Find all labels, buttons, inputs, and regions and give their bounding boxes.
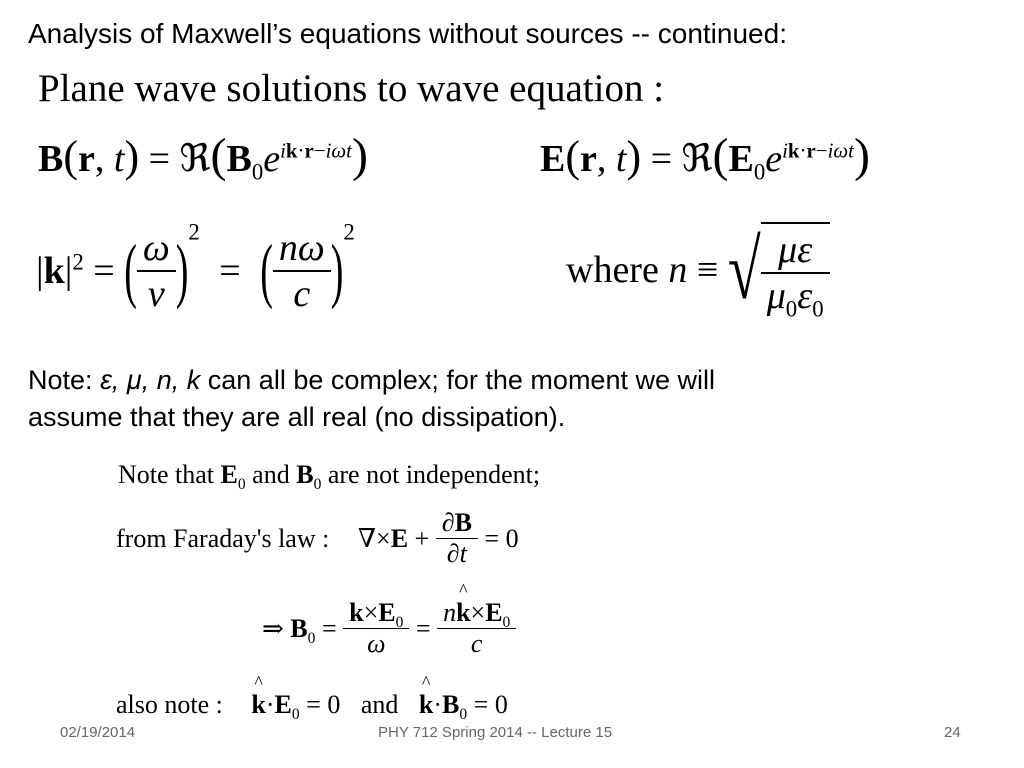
also-note-label: also note : xyxy=(116,690,223,719)
faraday-law: from Faraday's law : ∇×E + $\frac{\partial B}{\partial t}$ = 0 xyxy=(116,508,519,568)
e-field-equation: E(r, $t) = ℜ(E_0e^{ik\cdot r-i\omega t})$ xyxy=(540,129,870,185)
transversality: also note : ^ $k\cdot E_0 = 0$ and ^ $k\cdot B_0 = 0$ xyxy=(116,690,508,720)
refractive-index-definition: where n ≡ √ $\frac{\mu\varepsilon}{\mu_0\varepsilon_0}$ xyxy=(566,222,830,318)
independence-tail: are not independent; xyxy=(327,460,541,489)
note-symbols: ε, μ, n, k xyxy=(100,365,201,395)
independence-lead: Note that xyxy=(118,460,215,489)
slide-title: Analysis of Maxwell’s equations without sources -- continued: xyxy=(28,18,787,49)
note-label: Note: xyxy=(28,365,93,395)
b0-relation: ⇒ $B_0$ = $\frac{k\times E_0}{\omega}$ = $\frac{n\^{} k\times E_0}{c}$ xyxy=(262,598,516,659)
where-label: where xyxy=(566,249,659,291)
complex-note xyxy=(28,362,928,436)
footer-date: 02/19/2014 xyxy=(60,724,136,741)
and-word: and xyxy=(360,690,399,719)
b-field-equation: B(r, $t) = ℜ(B_0e^{ik\cdot r-i\omega t})$ xyxy=(38,129,368,185)
dispersion-relation: $|k|^2$ = ( $\frac{\omega}{v}$ )$^2$ = ( $\frac{n\omega}{c}$ )$^2$ xyxy=(36,219,355,315)
note-text-line2: assume that they are all real (no dissipation). xyxy=(28,402,566,432)
independence-and: and xyxy=(252,460,290,489)
slide-subtitle: Plane wave solutions to wave equation : xyxy=(38,67,665,110)
independence-statement: Note that $E_0$ and $B_0$ are not independent; xyxy=(118,460,541,494)
faraday-label: from Faraday's law : xyxy=(116,523,330,553)
footer-course: PHY 712 Spring 2014 -- Lecture 15 xyxy=(378,724,613,741)
footer-page-number: 24 xyxy=(944,724,961,741)
note-text-line1: can all be complex; for the moment we will xyxy=(207,365,715,395)
